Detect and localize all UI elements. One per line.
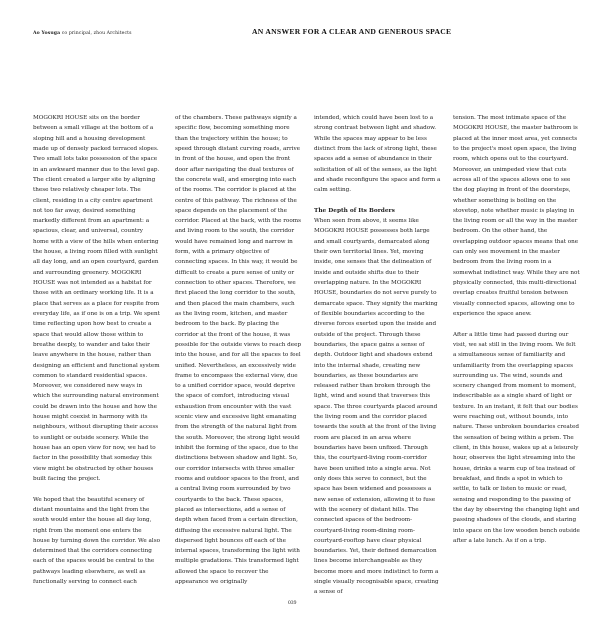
text-column-3: [314, 113, 441, 598]
text-column-1: [33, 113, 160, 587]
section-heading: The Depth of Its Borders: [314, 207, 395, 214]
text-column-4: [453, 113, 580, 546]
paragraph: intended, which could have been lost to a strong contrast between light and shadow. While the spaces may appear to be less distinct from the lack of strong light, these spaces add a sense of abundance in their solicitation of all of the senses, as the light and shade reconfigure the space and form a calm setting.: [314, 115, 441, 194]
paragraph: of the chambers. These pathways signify a specific flow, becoming something more than the trajectory within the house; to speed through distant curving roads, arrive in front of the house, and open the front door after navigating the dual textures of the concrete wall, and emerging into each of the rooms. The corridor is placed at the centre of this pathway. The richness of the space depends on the placement of the corridor. Placed at the back, with the rooms and living room to the south, the corridor would have remained long and narrow in form, with a primary objective of connecting spaces. In this way, it would be difficult to create a pure sense of unity or connection to other spaces. Therefore, we first placed the long corridor to the south, and then placed the main chambers, such as the living room, kitchen, and master bedroom to the back. By placing the corridor at the front of the house, it was possible for the outside views to reach deep into the house, and for all the spaces to feel unified. Nevertheless, an excessively wide frame to encompass the external view, due to a unified corridor space, would deprive the space of comfort, introducing visual exhaustion from encounter with the vast scenic view and excessive light emanating from the strength of the natural light from the south. Moreover, the strong light would inhibit the forming of the space, due to the distinctions between shadow and light. So, our corridor intersects with three smaller rooms and outdoor spaces to the front, and a central living room surrounded by two courtyards to the back. These spaces, placed as intersections, add a sense of depth when faced from a certain direction, diffusing the excessive natural light. The dispersed light bounces off each of the internal spaces, transforming the light with multiple gradations. This transformed light allowed the space to recover the appearance we originally: [175, 115, 302, 586]
text-column-2: [175, 113, 302, 587]
paragraph: MOGOKRI HOUSE sits on the border between a small village at the bottom of a sloping hill and a housing development made up of densely packed terraced slopes. Two small lots take possession of the space in an awkward manner due to the level gap. The client created a larger site by aligning these two relatively cheaper lots. The client, residing in a city centre apartment not too far away, desired something markedly different from an apartment: a spacious, clear, and universal, country home with a view of the hills when entering the house, a living room filled with sunlight all day long, and an open courtyard, garden and surrounding greenery. MOGOKRI HOUSE was not intended as a habitat for those with an ordinary working life. It is a place that serves as a place for respite from everyday life, as if one is on a trip. We spent time reflecting upon how best to create a space that would allow those within to breathe deeply, to wander and take their leave anywhere in the house, rather than designing an efficient and functional system common to standard residential spaces. Moreover, we considered new ways in which the surrounding natural environment could be drawn into the house and how the house might coexist in harmony with its neighbours, without disrupting their access to sunlight or outside scenery. While the house has an open view for now, we had to factor in the possibility that someday this view might be obstructed by other houses built facing the project.: [33, 115, 160, 482]
paragraph: When seen from above, it seems like MOGOKRI HOUSE possesses both large and small courtyards, demarcated along their own territorial lines. Yet, moving inside, one senses that the delineation of inside and outside shifts due to their overlapping nature. In the MOGOKRI HOUSE, boundaries do not serve purely to demarcate space. They signify the marking of flexible boundaries according to the diverse forces exerted upon the inside and outside of the project. Through these boundaries, the space gains a sense of depth. Outdoor light and shadows extend into the internal shade, creating new boundaries, as these boundaries are released rather than broken through the light, wind and sound that traverses this space. The three courtyards placed around the living room and the corridor placed towards the south at the front of the living room are placed in an area where boundaries have been unfixed. Through this, the courtyard-living room-corridor have been unified into a single area. Not only does this serve to connect, but the space has been widened and possesses a new sense of extension, allowing it to fuse with the scenery of distant hills. The connected spaces of the bedroom-courtyard-living room-dining room-courtyard-rooftop have clear physical boundaries. Yet, their defined demarcation lines become interchangeable as they become more and more indistinct to form a single visually recognisable space, creating a sense of: [314, 218, 439, 596]
paragraph: After a little time had passed during our visit, we sat still in the living room. We felt a simultaneous sense of familiarity and unfamiliarity from the overlapping spaces surrounding us. The wind, sounds and scenery changed from moment to moment, indescribable as a single shard of light or texture. In an instant, it felt that our bodies were reaching out, without bounds, into nature. These unbroken boundaries created the sensation of being within a prism. The client, in this house, wakes up at a leisurely hour, observes the light streaming into the house, drinks a warm cup of tea instead of breakfast, and finds a spot in which to settle, to talk or listen to music or read, sensing and responding to the passing of the day by observing the changing light and passing shadows of the clouds, and staring into space on the low wooden bench outside after a late lunch. As if on a trip.: [453, 331, 580, 544]
author-name: Ao Yosuga: [33, 31, 61, 36]
author-affiliation: co principal, zhou Architects: [60, 31, 132, 36]
paragraph: tension. The most intimate space of the MOGOKRI HOUSE, the master bathroom is placed at the inner most area, yet connects to the project's most open space, the living room, which opens out to the courtyard. Moreover, an unimpeded view that cuts across all of the spaces allows one to see the dog playing in front of the doorsteps, whether something is boiling on the stovetop, note whether music is playing in the living room or all the way in the master bedroom. On the other hand, the overlapping outdoor spaces means that one can only see movement in the master bedroom from the living room in a somewhat indistinct way. While they are not physically connected, this multi-directional overlap creates fruitful tension between visually connected spaces, allowing one to experience the space anew.: [453, 115, 580, 317]
running-header-author: [33, 31, 132, 36]
paragraph: We hoped that the beautiful scenery of distant mountains and the light from the south would enter the house all day long, right from the moment one enters the house by turning down the corridor. We also determined that the corridors connecting each of the spaces would be central to the pathways leading elsewhere, as well as functionally serving to connect each: [33, 496, 160, 586]
article-title: AN ANSWER FOR A CLEAR AND GENEROUS SPACE: [252, 27, 452, 36]
page-number: 039: [288, 600, 297, 606]
